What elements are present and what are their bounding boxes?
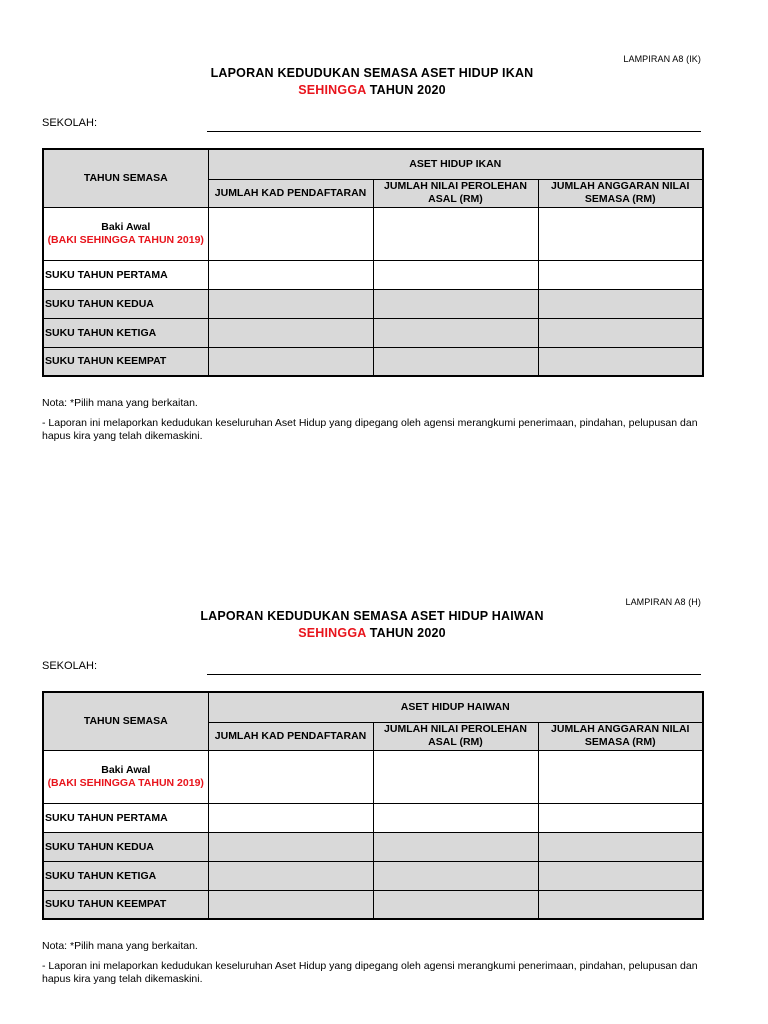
lampiran-label: LAMPIRAN A8 (IK) — [623, 54, 701, 64]
table-cell[interactable] — [373, 260, 538, 289]
baki-awal-text: Baki Awal — [101, 220, 151, 233]
column-header: JUMLAH ANGGARAN NILAI SEMASA (RM) — [538, 179, 703, 207]
table-cell[interactable] — [373, 861, 538, 890]
row-label: SUKU TAHUN KEDUA — [43, 832, 208, 861]
row-label: SUKU TAHUN PERTAMA — [43, 260, 208, 289]
table-cell[interactable] — [538, 861, 703, 890]
report-title — [0, 608, 744, 642]
baki-awal-text: Baki Awal — [101, 763, 151, 776]
title-red-word: SEHINGGA — [298, 626, 367, 640]
table-cell[interactable] — [373, 347, 538, 376]
table-cell[interactable] — [373, 890, 538, 919]
sekolah-field[interactable] — [207, 674, 701, 675]
column-header: JUMLAH NILAI PEROLEHAN ASAL (RM) — [373, 722, 538, 750]
report-title — [0, 65, 744, 99]
table-cell[interactable] — [538, 318, 703, 347]
lampiran-label: LAMPIRAN A8 (H) — [625, 597, 701, 607]
tahun-semasa-header: TAHUN SEMASA — [43, 692, 208, 750]
table-cell[interactable] — [538, 832, 703, 861]
row-label: SUKU TAHUN KEEMPAT — [43, 890, 208, 919]
column-header: JUMLAH ANGGARAN NILAI SEMASA (RM) — [538, 722, 703, 750]
table-cell[interactable] — [373, 803, 538, 832]
group-header: ASET HIDUP HAIWAN — [208, 692, 703, 722]
table-cell[interactable] — [538, 260, 703, 289]
title-year: TAHUN 2020 — [366, 83, 446, 97]
title-red-word: SEHINGGA — [298, 83, 367, 97]
sekolah-label: SEKOLAH: — [42, 660, 98, 672]
column-header: JUMLAH NILAI PEROLEHAN ASAL (RM) — [373, 179, 538, 207]
table-cell[interactable] — [373, 832, 538, 861]
table-cell[interactable] — [208, 260, 373, 289]
description-text: - Laporan ini melaporkan kedudukan keseluruhan Aset Hidup yang dipegang oleh agensi merangkumi penerimaan, pindahan, pelupusan dan hapus kira yang telah dikemaskini. — [42, 960, 698, 985]
title-line-1: LAPORAN KEDUDUKAN SEMASA ASET HIDUP HAIWAN — [200, 609, 544, 623]
table-cell[interactable] — [208, 861, 373, 890]
sekolah-label: SEKOLAH: — [42, 117, 98, 129]
table-cell[interactable] — [208, 803, 373, 832]
baki-awal-label — [43, 750, 208, 803]
table-cell[interactable] — [208, 318, 373, 347]
description-text: - Laporan ini melaporkan kedudukan keseluruhan Aset Hidup yang dipegang oleh agensi merangkumi penerimaan, pindahan, pelupusan dan hapus kira yang telah dikemaskini. — [42, 417, 698, 442]
table-cell[interactable] — [208, 890, 373, 919]
row-label: SUKU TAHUN KETIGA — [43, 861, 208, 890]
nota-text: Nota: *Pilih mana yang berkaitan. — [42, 940, 198, 952]
title-line-2 — [0, 625, 744, 642]
title-line-1: LAPORAN KEDUDUKAN SEMASA ASET HIDUP IKAN — [210, 66, 534, 80]
table-cell[interactable] — [208, 207, 373, 260]
column-header: JUMLAH KAD PENDAFTARAN — [208, 179, 373, 207]
row-label: SUKU TAHUN KETIGA — [43, 318, 208, 347]
baki-awal-label — [43, 207, 208, 260]
table-cell[interactable] — [538, 289, 703, 318]
table-cell[interactable] — [373, 750, 538, 803]
table-cell[interactable] — [208, 750, 373, 803]
table-cell[interactable] — [373, 318, 538, 347]
title-year: TAHUN 2020 — [366, 626, 446, 640]
group-header: ASET HIDUP IKAN — [208, 149, 703, 179]
table-cell[interactable] — [208, 832, 373, 861]
report-table — [42, 148, 704, 377]
table-cell[interactable] — [538, 347, 703, 376]
table-cell[interactable] — [538, 803, 703, 832]
baki-awal-red-text: (BAKI SEHINGGA TAHUN 2019) — [47, 233, 204, 246]
table-cell[interactable] — [373, 289, 538, 318]
table-cell[interactable] — [538, 750, 703, 803]
title-line-2 — [0, 82, 744, 99]
row-label: SUKU TAHUN PERTAMA — [43, 803, 208, 832]
table-cell[interactable] — [538, 207, 703, 260]
column-header: JUMLAH KAD PENDAFTARAN — [208, 722, 373, 750]
row-label: SUKU TAHUN KEDUA — [43, 289, 208, 318]
sekolah-field[interactable] — [207, 131, 701, 132]
table-cell[interactable] — [538, 890, 703, 919]
nota-text: Nota: *Pilih mana yang berkaitan. — [42, 397, 198, 409]
report-table — [42, 691, 704, 920]
baki-awal-red-text: (BAKI SEHINGGA TAHUN 2019) — [47, 776, 204, 789]
table-cell[interactable] — [208, 347, 373, 376]
table-cell[interactable] — [208, 289, 373, 318]
row-label: SUKU TAHUN KEEMPAT — [43, 347, 208, 376]
tahun-semasa-header: TAHUN SEMASA — [43, 149, 208, 207]
table-cell[interactable] — [373, 207, 538, 260]
